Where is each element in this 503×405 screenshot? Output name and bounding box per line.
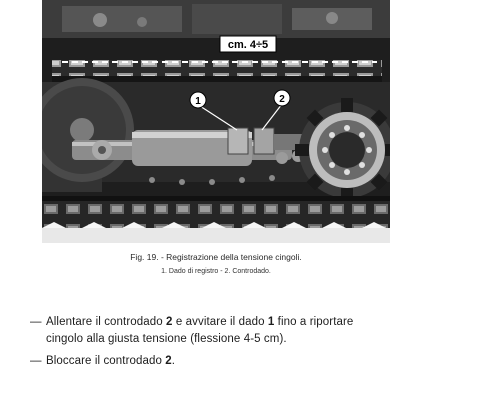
part-number: 2 — [166, 316, 173, 328]
part-number: 2 — [165, 355, 172, 367]
callout-2: 2 — [279, 94, 285, 105]
part-number: 1 — [267, 316, 275, 328]
instruction-text: e avvitare il dado — [172, 316, 268, 328]
instruction-2 — [30, 355, 175, 367]
measure-label: cm. 4÷5 — [227, 39, 269, 51]
instruction-1 — [30, 316, 353, 328]
instruction-text: fino a riportare — [274, 316, 354, 328]
figure-legend: 1. Dado di registro - 2. Controdado. — [161, 268, 271, 275]
bullet-dash: — — [30, 316, 42, 328]
instruction-text: Allentare il controdado — [46, 316, 167, 328]
bullet-dash: — — [30, 355, 42, 367]
track-tension-photo — [42, 0, 390, 243]
figure-caption: Fig. 19. - Registrazione della tensione cingoli. — [130, 252, 302, 262]
callout-1: 1 — [195, 96, 201, 107]
instruction-text: Bloccare il controdado — [46, 355, 166, 367]
instruction-1-continuation: cingolo alla giusta tensione (flessione 4-5 cm). — [46, 333, 287, 345]
instruction-text: . — [171, 355, 176, 367]
